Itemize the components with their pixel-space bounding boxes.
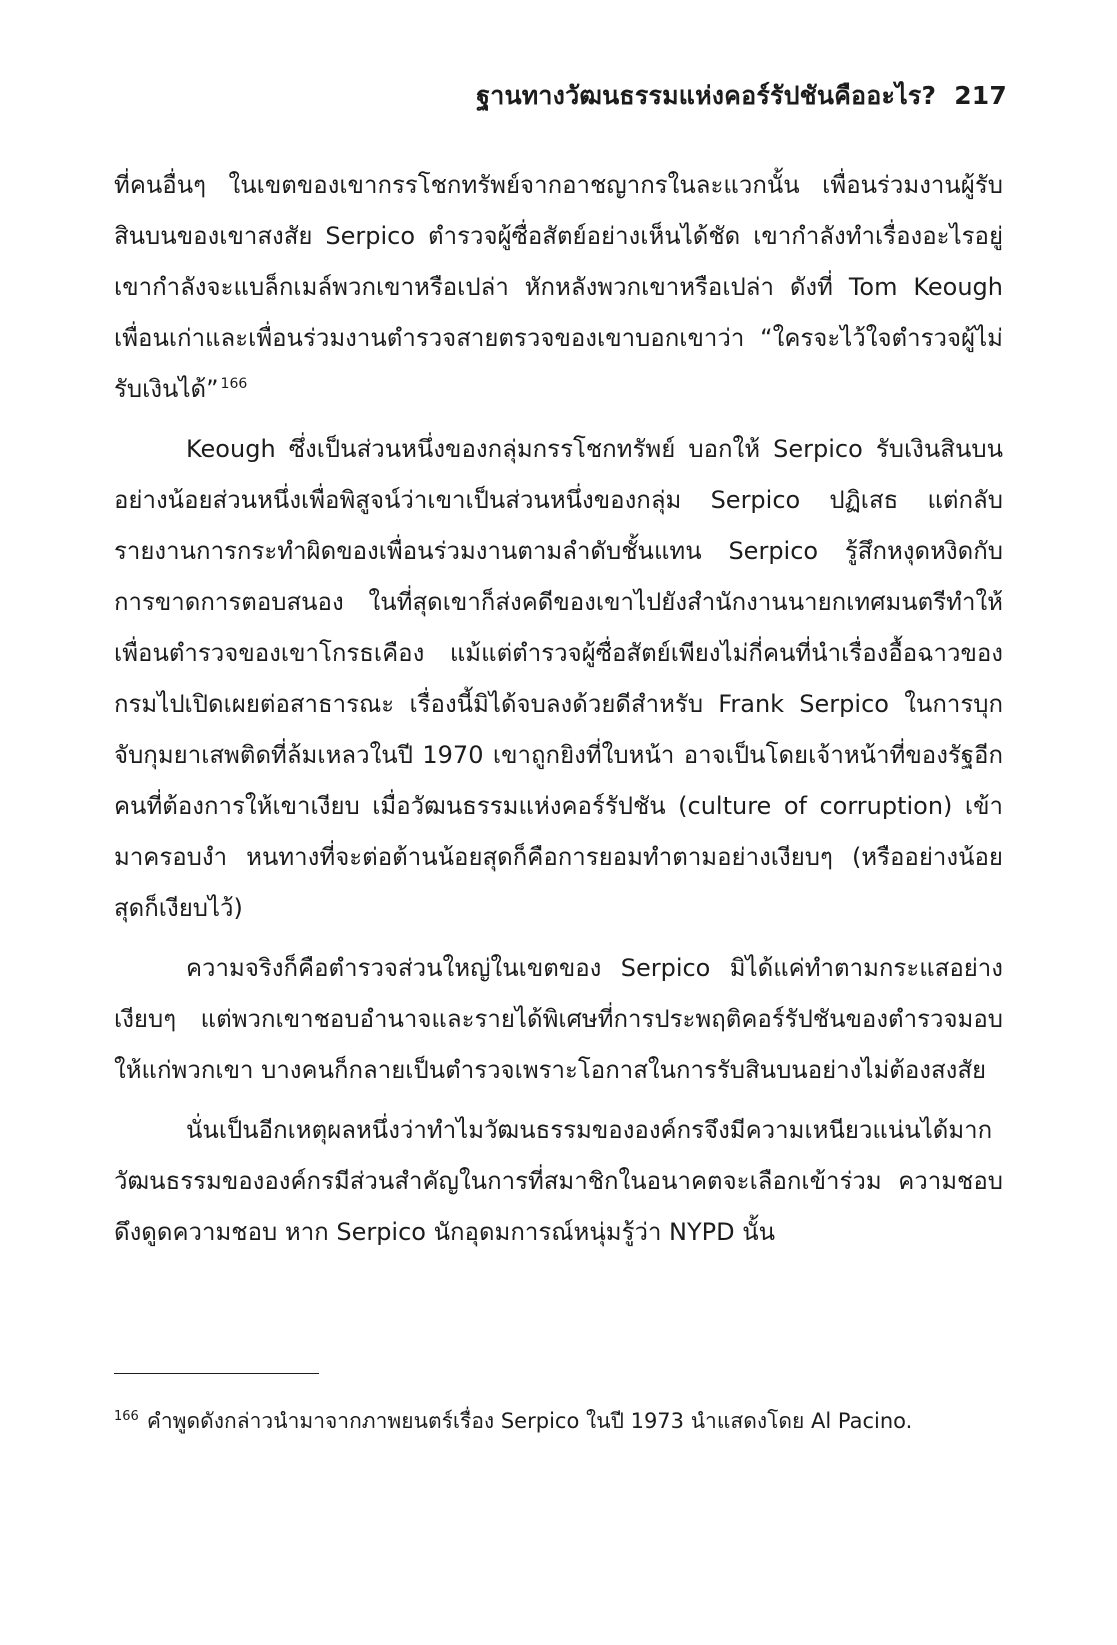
paragraph: ความจริงก็คือตำรวจส่วนใหญ่ในเขตของ Serpico มิได้แค่ทำตามกระแสอย่างเงียบๆ แต่พวกเขาชอบอำนาจและรายได้พิเศษที่การประพฤติคอร์รัปชันของตำรวจมอบให้แก่พวกเขา บางคนก็กลายเป็นตำรวจเพราะโอกาสในการรับสินบนอย่างไม่ต้องสงสัย — [114, 954, 1003, 1084]
page-number: 217 — [954, 81, 1007, 110]
footnote-number: 166 — [114, 1409, 139, 1424]
paragraph: นั่นเป็นอีกเหตุผลหนึ่งว่าทำไมวัฒนธรรมขององค์กรจึงมีความเหนียวแน่นได้มาก วัฒนธรรมขององค์กรมีส่วนสำคัญในการที่สมาชิกในอนาคตจะเลือกเข้าร่วม ความชอบดึงดูดความชอบ หาก Serpico นักอุดมการณ์หนุ่มรู้ว่า NYPD นั้น — [114, 1116, 1003, 1246]
footnote-text: คำพูดดังกล่าวนำมาจากภาพยนตร์เรื่อง Serpico ในปี 1973 นำแสดงโดย Al Pacino. — [146, 1409, 913, 1433]
chapter-title: ฐานทางวัฒนธรรมแห่งคอร์รัปชันคืออะไร? — [476, 81, 937, 110]
footnote-divider — [114, 1373, 319, 1374]
paragraph-text: ที่คนอื่นๆ ในเขตของเขากรรโชกทรัพย์จากอาชญากรในละแวกนั้น เพื่อนร่วมงานผู้รับสินบนของเขาสงสัย Serpico ตำรวจผู้ซื่อสัตย์อย่างเห็นได้ชัด เขากำลังทำเรื่องอะไรอยู่ เขากำลังจะแบล็กเมล์พวกเขาหรือเปล่า หักหลังพวกเขาหรือเปล่า ดังที่ Tom Keough เพื่อนเก่าและเพื่อนร่วมงานตำรวจสายตรวจของเขาบอกเขาว่า “ใครจะไว้ใจตำรวจผู้ไม่รับเงินได้” — [114, 171, 1003, 403]
running-header — [476, 76, 1007, 116]
footnote — [114, 1406, 1014, 1436]
body-text — [114, 160, 1003, 1258]
footnote-reference: 166 — [220, 376, 248, 392]
paragraph — [114, 160, 1003, 415]
paragraph: Keough ซึ่งเป็นส่วนหนึ่งของกลุ่มกรรโชกทรัพย์ บอกให้ Serpico รับเงินสินบนอย่างน้อยส่วนหนึ่งเพื่อพิสูจน์ว่าเขาเป็นส่วนหนึ่งของกลุ่ม Serpico ปฏิเสธ แต่กลับรายงานการกระทำผิดของเพื่อนร่วมงานตามลำดับชั้นแทน Serpico รู้สึกหงุดหงิดกับการขาดการตอบสนอง ในที่สุดเขาก็ส่งคดีของเขาไปยังสำนักงานนายกเทศมนตรีทำให้เพื่อนตำรวจของเขาโกรธเคือง แม้แต่ตำรวจผู้ซื่อสัตย์เพียงไม่กี่คนที่นำเรื่องอื้อฉาวของกรมไปเปิดเผยต่อสาธารณะ เรื่องนี้มิได้จบลงด้วยดีสำหรับ Frank Serpico ในการบุกจับกุมยาเสพติดที่ล้มเหลวในปี 1970 เขาถูกยิงที่ใบหน้า อาจเป็นโดยเจ้าหน้าที่ของรัฐอีกคนที่ต้องการให้เขาเงียบ เมื่อวัฒนธรรมแห่งคอร์รัปชัน (culture of corruption) เข้ามาครอบงำ หนทางที่จะต่อต้านน้อยสุดก็คือการยอมทำตามอย่างเงียบๆ (หรืออย่างน้อยสุดก็เงียบไว้) — [114, 435, 1003, 922]
